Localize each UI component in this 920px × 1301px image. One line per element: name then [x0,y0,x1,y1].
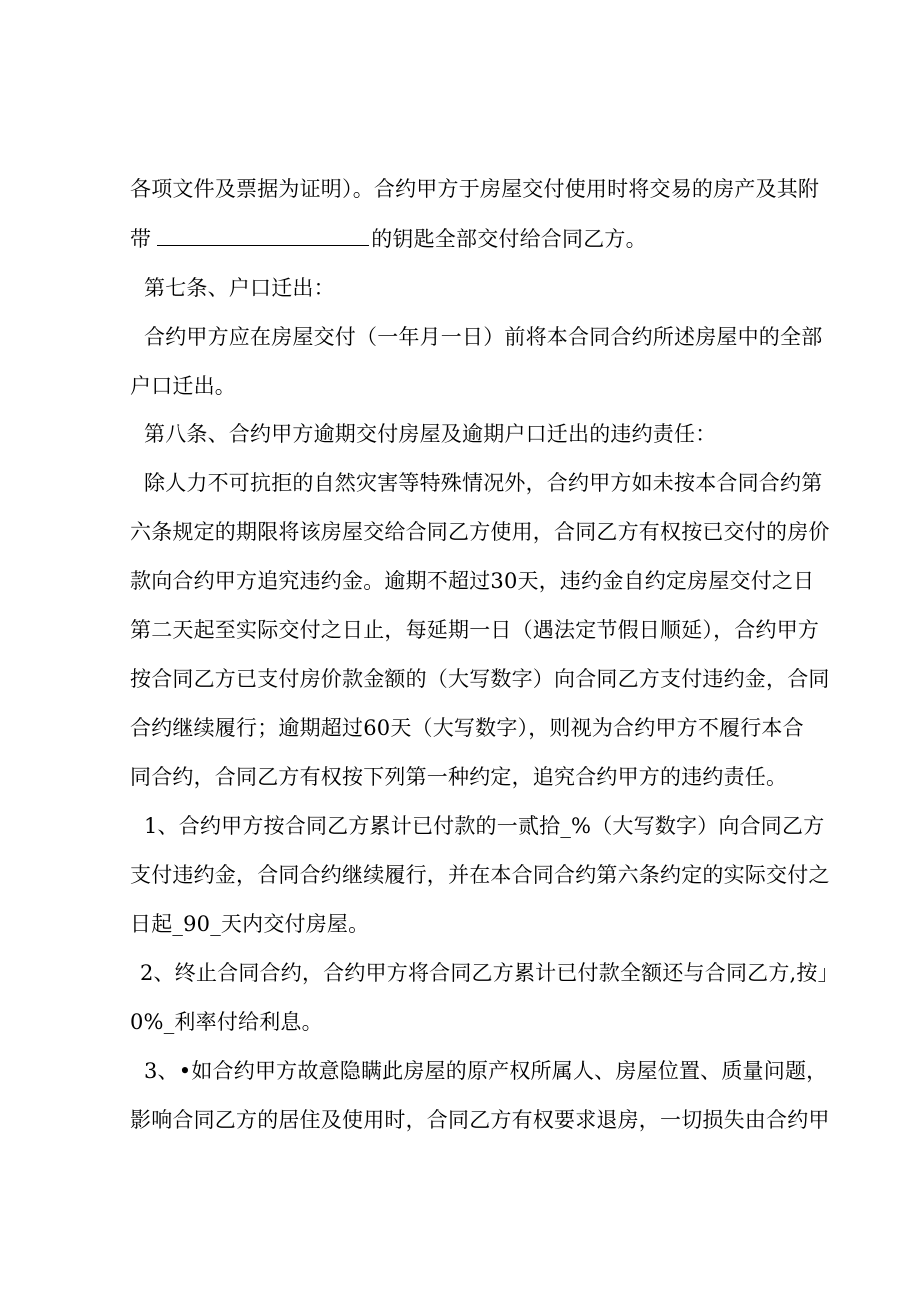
paragraph-line: 合约甲方应在房屋交付（一年月一日）前将本合同合约所述房屋中的全部 [144,325,823,349]
list-item-line: 2、终止合同合约，合约甲方将合同乙方累计已付款全额还与合同乙方,按」 [140,961,839,985]
paragraph-line: 同合约，合同乙方有权按下列第一种约定，追究合约甲方的违约责任。 [130,765,788,789]
paragraph-line: 六条规定的期限将该房屋交给合同乙方使用，合同乙方有权按已交付的房价 [130,520,830,544]
paragraph-line: 支付违约金，合同合约继续履行，并在本合同合约第六条约定的实际交付之 [130,863,830,887]
paragraph-line: 除人力不可抗拒的自然灾害等特殊情况外，合约甲方如未按本合同合约第 [144,471,823,495]
paragraph-line: 户口迁出。 [130,374,236,398]
section-heading: 第八条、合约甲方逾期交付房屋及逾期户口迁出的违约责任： [144,422,717,446]
list-item-line: 3、•如合约甲方故意隐瞒此房屋的原产权所属人、房屋位置、质量问题， [144,1059,828,1083]
line-text: 的钥匙全部交付给合同乙方。 [371,227,647,251]
line-prefix: 带 [130,227,152,251]
list-item-line: 1、合约甲方按合同乙方累计已付款的一贰拾_%（大写数字）向合同乙方 [144,814,825,838]
paragraph-line: 按合同乙方已支付房价款金额的（大写数字）向合同乙方支付违约金，合同 [130,667,830,691]
paragraph-line-with-blank [130,225,647,253]
section-heading: 第七条、户口迁出： [144,276,335,300]
paragraph-line: 合约继续履行；逾期超过60天（大写数字），则视为合约甲方不履行本合 [130,716,804,740]
fill-in-blank [157,227,369,246]
paragraph-line: 第二天起至实际交付之日止，每延期一日（遇法定节假日顺延），合约甲方 [130,618,820,642]
paragraph-line: 影响合同乙方的居住及使用时，合同乙方有权要求退房，一切损失由合约甲 [130,1108,830,1132]
paragraph-line: 日起_90_天内交付房屋。 [130,912,370,936]
paragraph-line: 0%_利率付给利息。 [130,1010,323,1034]
paragraph-line: 各项文件及票据为证明）。合约甲方于房屋交付使用时将交易的房产及其附 [130,177,820,201]
paragraph-line: 款向合约甲方追究违约金。逾期不超过30天，违约金自约定房屋交付之日 [130,569,815,593]
